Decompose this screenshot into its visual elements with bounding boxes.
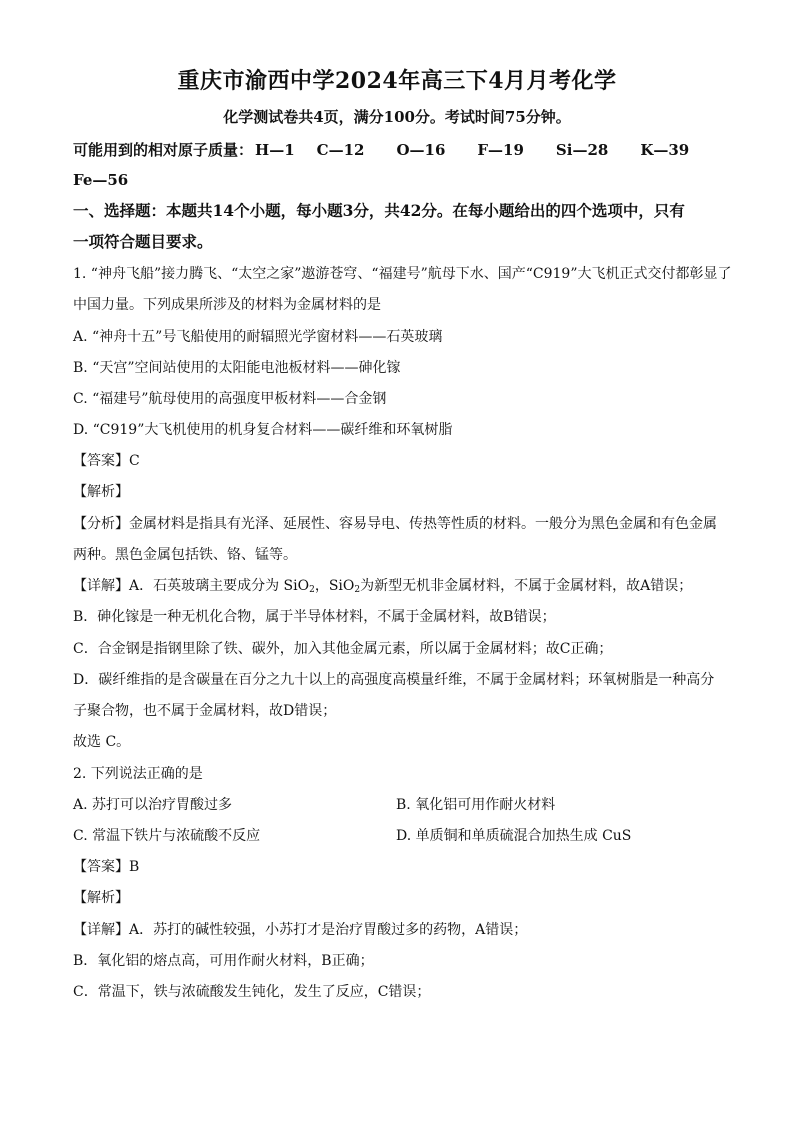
atomic-mass-line — [73, 140, 689, 160]
q2-stem: 2. 下列说法正确的是 — [73, 766, 203, 782]
mass-h: H—1 — [255, 141, 295, 159]
q1-fenxi-line1: 【分析】金属材料是指具有光泽、延展性、容易导电、传热等性质的材料。一般分为黑色金属和有色金属 — [73, 516, 717, 532]
q1-detail-b: B．砷化镓是一种无机化合物，属于半导体材料，不属于金属材料，故B错误； — [73, 609, 556, 625]
mass-si: Si—28 — [555, 141, 609, 159]
q1-detail-c: C．合金钢是指钢里除了铁、碳外，加入其他金属元素，所以属于金属材料；故C正确； — [73, 641, 613, 657]
q1-stem-line2: 中国力量。下列成果所涉及的材料为金属材料的是 — [73, 297, 381, 313]
section-heading-line2: 一项符合题目要求。 — [73, 232, 213, 251]
q1-option-a: A. “神舟十五”号飞船使用的耐辐照光学窗材料——石英玻璃 — [73, 329, 443, 345]
q2-answer: 【答案】B — [73, 859, 140, 875]
mass-f: F—19 — [477, 141, 524, 159]
q2-option-b: B. 氧化铝可用作耐火材料 — [396, 797, 556, 813]
q2-option-c: C. 常温下铁片与浓硫酸不反应 — [73, 828, 261, 844]
q1-detail-d-line2: 子聚合物，也不属于金属材料，故D错误； — [73, 703, 337, 719]
atomic-mass-label: 可能用到的相对原子质量： — [73, 141, 254, 159]
q2-detail-b: B．氧化铝的熔点高，可用作耐火材料，B正确； — [73, 953, 374, 969]
mass-k: K—39 — [640, 141, 690, 159]
q1-conclusion: 故选 C。 — [73, 734, 131, 750]
section-heading-line1: 一、选择题：本题共14个小题，每小题3分，共42分。在每小题给出的四个选项中，只有 — [73, 201, 685, 220]
q1-detail-a: 【详解】A．石英玻璃主要成分为 SiO$_2$，SiO$_2$为新型无机非金属材料，不属于金属材料，故A错误； — [73, 578, 693, 595]
q1-option-b: B. “天宫”空间站使用的太阳能电池板材料——砷化镓 — [73, 360, 401, 376]
q2-detail-a: 【详解】A．苏打的碱性较强，小苏打才是治疗胃酸过多的药物，A错误； — [73, 922, 528, 938]
exam-subtitle: 化学测试卷共4页，满分100分。考试时间75分钟。 — [223, 108, 571, 126]
q1-fenxi-line2: 两种。黑色金属包括铁、铬、锰等。 — [73, 547, 297, 563]
q1-stem-line1: 1. “神舟飞船”接力腾飞、“太空之家”遨游苍穹、“福建号”航母下水、国产“C919”大飞机正式交付都彰显了 — [73, 266, 732, 282]
q2-option-d: D. 单质铜和单质硫混合加热生成 CuS — [396, 828, 632, 844]
q2-analysis-label: 【解析】 — [73, 890, 129, 906]
q2-option-a: A. 苏打可以治疗胃酸过多 — [73, 797, 233, 813]
q1-option-c: C. “福建号”航母使用的高强度甲板材料——合金钢 — [73, 391, 387, 407]
q1-analysis-label: 【解析】 — [73, 484, 129, 500]
q2-detail-c: C．常温下，铁与浓硫酸发生钝化，发生了反应，C错误； — [73, 984, 431, 1000]
q1-option-d: D. “C919”大飞机使用的机身复合材料——碳纤维和环氧树脂 — [73, 422, 453, 438]
mass-c: C—12 — [316, 141, 365, 159]
exam-title: 重庆市渝西中学2024年高三下4月月考化学 — [177, 68, 617, 94]
q1-answer: 【答案】C — [73, 453, 140, 469]
q1-detail-d-line1: D．碳纤维指的是含碳量在百分之九十以上的高强度高模量纤维，不属于金属材料；环氧树脂是一种高分 — [73, 672, 715, 688]
atomic-mass-extra: Fe—56 — [73, 171, 129, 189]
mass-o: O—16 — [396, 141, 446, 159]
